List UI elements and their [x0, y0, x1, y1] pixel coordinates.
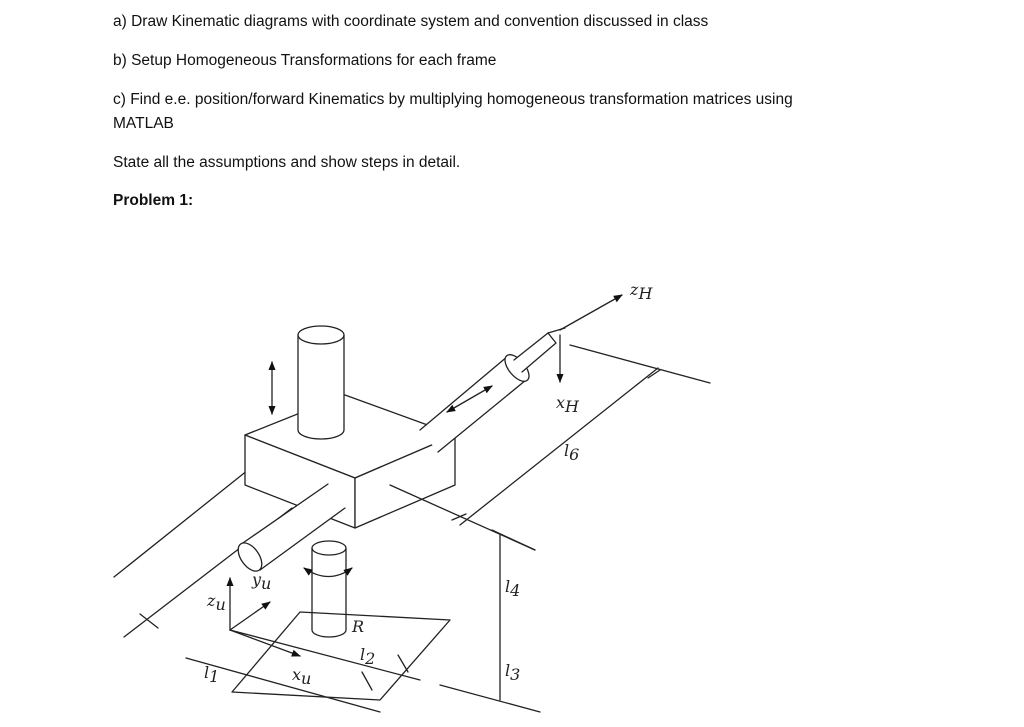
rotary-column-top — [312, 541, 346, 555]
instruction-b: b) Setup Homogeneous Transformations for each frame — [113, 52, 497, 69]
l6-label: l6 — [564, 441, 580, 464]
x-u-label: xu — [292, 665, 312, 688]
rotary-column — [312, 548, 346, 637]
end-effector-rod — [514, 333, 556, 372]
floor-plate — [232, 612, 450, 700]
instruction-c-line2: MATLAB — [113, 115, 174, 132]
vertical-cylinder-top — [298, 326, 344, 344]
base-tick-left — [140, 614, 158, 628]
x-h-label: xH — [556, 393, 579, 416]
l4-label: l4 — [505, 577, 521, 600]
l3-ext-line — [440, 685, 540, 712]
z-u-label: zu — [207, 591, 226, 614]
l6-tick-bottom — [452, 514, 466, 520]
l3-label: l3 — [505, 661, 521, 684]
base-line-upper — [114, 470, 248, 577]
l6-ref-line — [570, 345, 710, 383]
y-u-axis — [230, 602, 270, 630]
rotation-arrow — [304, 568, 352, 577]
instruction-c-line1: c) Find e.e. position/forward Kinematics by multiplying homogeneous transformation matrices using — [113, 91, 793, 108]
z-h-axis — [560, 295, 622, 330]
l2-tick-b — [398, 655, 408, 672]
problem-heading: Problem 1: — [113, 192, 194, 209]
l4-ext-line — [492, 530, 535, 550]
z-h-label: zH — [630, 280, 653, 303]
base-floor-line — [230, 630, 420, 680]
instruction-state: State all the assumptions and show steps in detail. — [113, 154, 461, 171]
vertical-cylinder — [298, 335, 344, 439]
y-u-label: yu — [252, 570, 272, 593]
l2-label: l2 — [360, 645, 376, 668]
l2-tick-a — [362, 672, 372, 690]
r-label: R — [352, 617, 365, 636]
x-u-axis — [230, 630, 300, 656]
instruction-a: a) Draw Kinematic diagrams with coordinate system and convention discussed in class — [113, 13, 709, 30]
l1-label: l1 — [204, 663, 220, 686]
